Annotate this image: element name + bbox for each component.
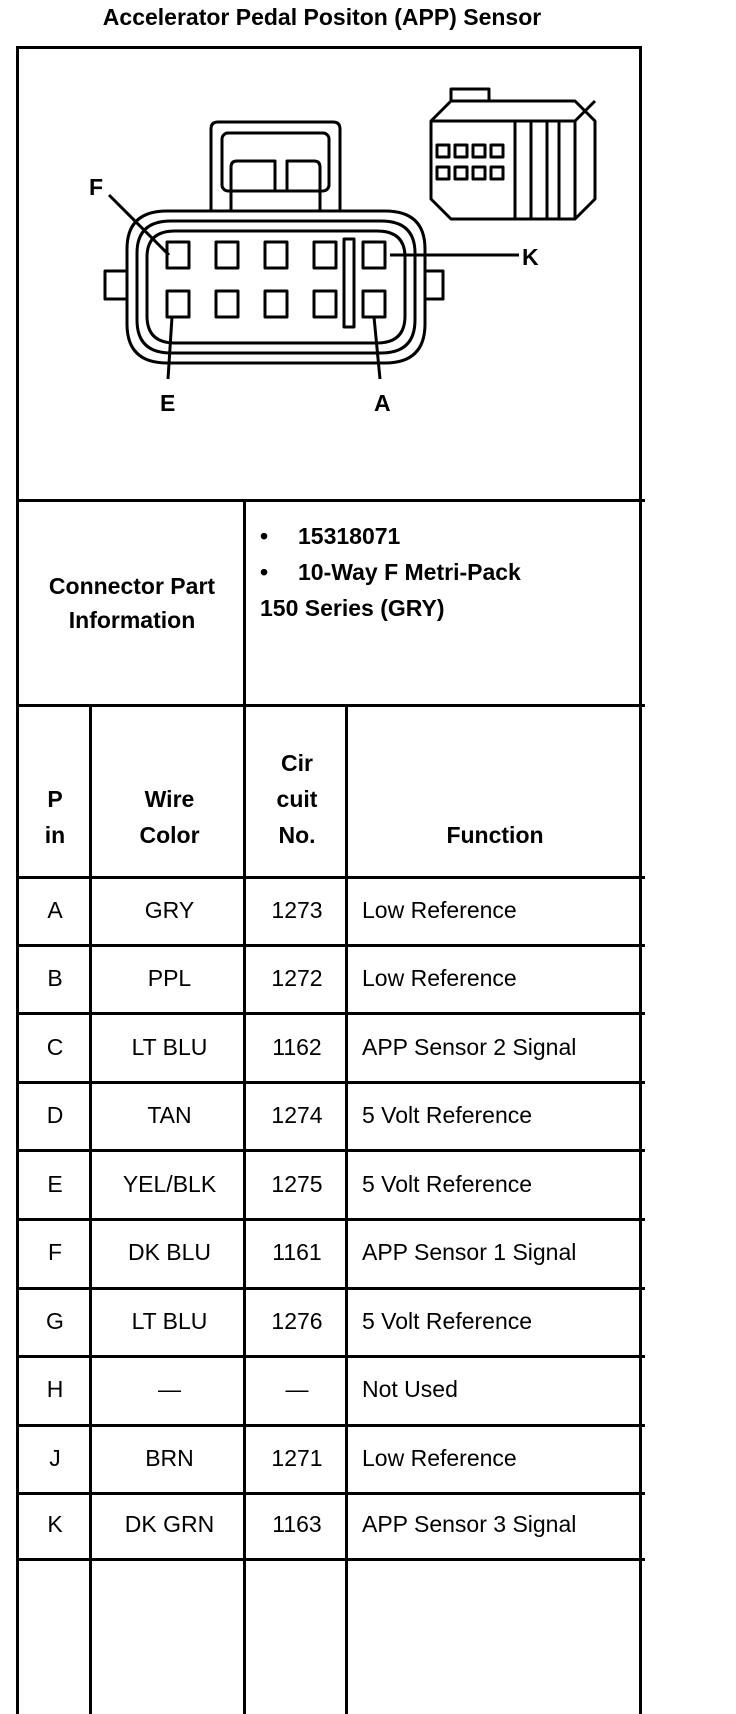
cell-circuit: 1161 — [272, 1239, 322, 1265]
pin-label-e: E — [160, 390, 176, 416]
cell-pin: F — [47, 1239, 63, 1265]
cell-wire-color: — — [158, 1376, 181, 1402]
cell-wire-color: YEL/BLK — [122, 1171, 217, 1197]
cell-pin: A — [47, 897, 63, 923]
divider — [16, 876, 645, 879]
pin-label-f: F — [89, 174, 104, 200]
cell-function: APP Sensor 3 Signal — [362, 1511, 577, 1537]
cell-function: 5 Volt Reference — [362, 1308, 533, 1334]
connector-description-1: 10-Way F Metri-Pack — [298, 559, 521, 585]
page-title: Accelerator Pedal Positon (APP) Sensor — [102, 4, 542, 30]
header-pin-line1: P — [47, 786, 63, 812]
cell-wire-color: PPL — [147, 965, 192, 991]
divider — [16, 1355, 645, 1358]
header-circuit-no — [248, 745, 346, 853]
cell-circuit: 1275 — [271, 1171, 323, 1197]
connector-diagram — [19, 49, 642, 499]
cell-wire-color: TAN — [147, 1102, 192, 1128]
cell-function: APP Sensor 1 Signal — [362, 1239, 577, 1265]
cell-pin: K — [47, 1511, 63, 1537]
cell-wire-color: DK GRN — [124, 1511, 215, 1537]
divider — [16, 944, 645, 947]
cell-function: APP Sensor 2 Signal — [362, 1034, 577, 1060]
cell-function: 5 Volt Reference — [362, 1171, 533, 1197]
divider — [16, 1287, 645, 1290]
cell-wire-color: DK BLU — [127, 1239, 212, 1265]
cell-pin: D — [46, 1102, 64, 1128]
header-circuit-line3: No. — [278, 822, 316, 848]
header-pin-line2: in — [44, 822, 66, 848]
header-wire-line2: Color — [139, 822, 200, 848]
cell-wire-color: LT BLU — [131, 1308, 208, 1334]
cell-function: Low Reference — [362, 1445, 517, 1471]
cell-circuit: 1276 — [271, 1308, 323, 1334]
connector-description-2: 150 Series (GRY) — [260, 595, 445, 621]
cell-function: Low Reference — [362, 897, 517, 923]
cell-circuit: 1271 — [271, 1445, 323, 1471]
cell-circuit: 1273 — [271, 897, 323, 923]
divider — [16, 1558, 645, 1561]
divider — [16, 1424, 645, 1427]
cell-circuit: — — [285, 1376, 309, 1402]
pin-label-a: A — [374, 390, 391, 416]
bullet-icon: • — [260, 559, 269, 585]
connector-part-label — [19, 502, 245, 704]
header-pin — [19, 781, 91, 853]
cell-pin: C — [46, 1034, 64, 1060]
cell-pin: J — [49, 1445, 61, 1471]
divider — [16, 1149, 645, 1152]
divider — [89, 704, 92, 1714]
header-wire-line1: Wire — [144, 786, 195, 812]
part-number: 15318071 — [298, 523, 401, 549]
cell-function: Not Used — [362, 1376, 458, 1402]
connector-part-label-text: Connector Part Information — [48, 573, 216, 633]
cell-pin: B — [47, 965, 63, 991]
cell-circuit: 1162 — [272, 1034, 322, 1060]
cell-function: Low Reference — [362, 965, 517, 991]
header-wire-color — [94, 781, 245, 853]
bullet-icon: • — [260, 523, 269, 549]
part-number-line — [260, 518, 521, 554]
cell-pin: E — [47, 1171, 63, 1197]
description-line — [260, 554, 521, 590]
connector-part-info — [260, 518, 521, 626]
cell-pin: H — [46, 1376, 64, 1402]
cell-wire-color: GRY — [144, 897, 195, 923]
header-circuit-line2: cuit — [276, 786, 318, 812]
pin-label-k: K — [522, 244, 539, 270]
divider — [345, 704, 348, 1714]
divider — [16, 1081, 645, 1084]
header-function: Function — [446, 822, 544, 848]
divider — [16, 704, 645, 707]
divider — [16, 1492, 645, 1495]
cell-function: 5 Volt Reference — [362, 1102, 533, 1128]
cell-wire-color: BRN — [145, 1445, 194, 1471]
cell-circuit: 1274 — [271, 1102, 323, 1128]
cell-circuit: 1272 — [271, 965, 323, 991]
cell-wire-color: LT BLU — [131, 1034, 208, 1060]
cell-circuit: 1163 — [272, 1511, 322, 1537]
divider — [16, 1218, 645, 1221]
header-circuit-line1: Cir — [281, 750, 313, 776]
cell-pin: G — [46, 1308, 64, 1334]
divider — [16, 1012, 645, 1015]
